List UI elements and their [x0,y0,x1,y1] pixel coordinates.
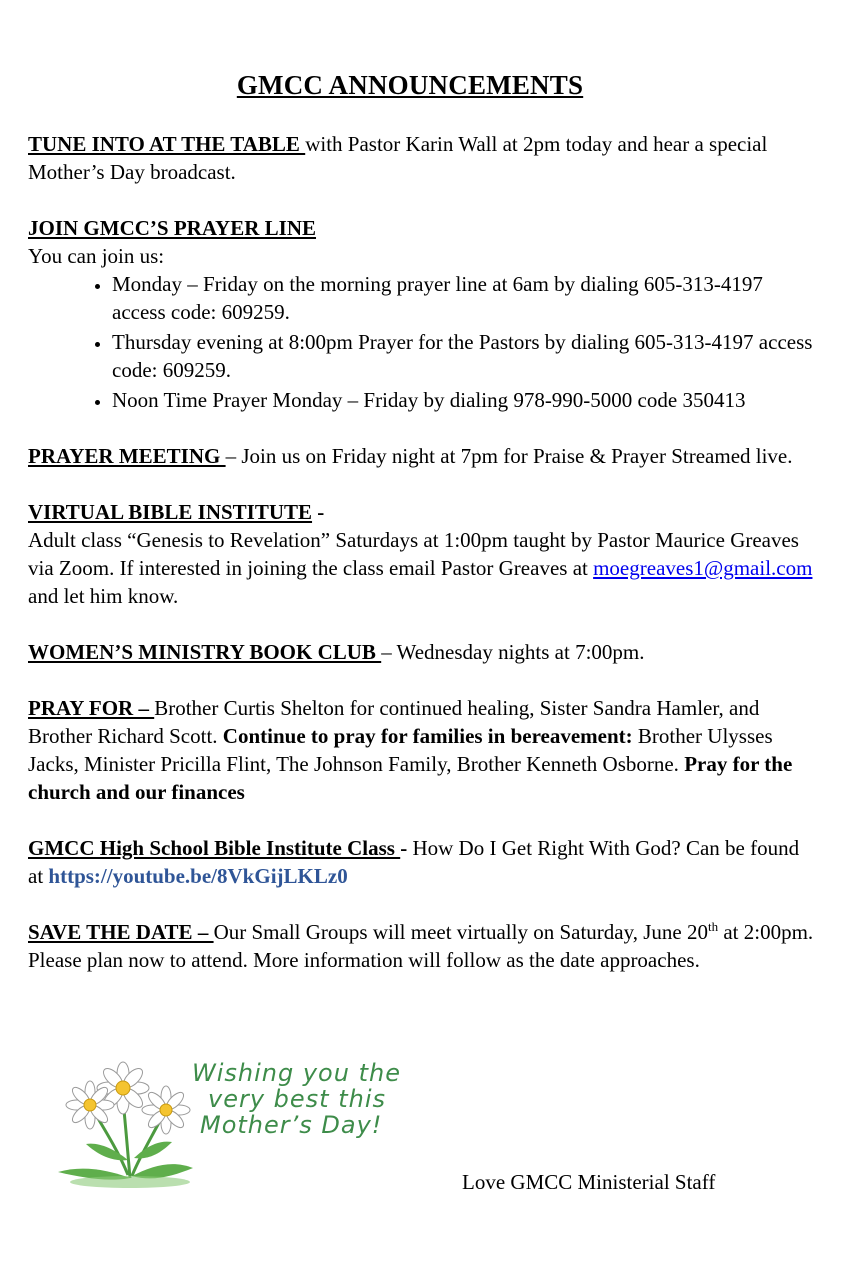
announcements-body [28,130,818,1002]
tune-in-text: with Pastor Karin Wall at 2pm today and hear a special Mother’s Day broadcast. [28,132,768,184]
bereavement-names: Brother Ulysses Jacks, Minister Pricilla Flint, The Johnson Family, Brother Kenneth Osborne. [28,724,773,776]
tune-in-heading: TUNE INTO AT THE TABLE [28,132,306,156]
greeting-line: Mother’s Day! [200,1111,383,1139]
daisy-leaves [58,1142,193,1188]
email-link[interactable]: moegreaves1@gmail.com [593,556,813,580]
tune-in-section [28,130,818,186]
list-item: • Monday – Friday on the morning prayer line at 6am by dialing 605-313-4197 access code: 609259. [112,270,818,326]
bible-institute-dash: - [312,500,325,524]
high-school-heading: GMCC High School Bible Institute Class [28,836,401,860]
date-suffix: th [707,919,719,934]
prayer-line-section [28,214,818,414]
youtube-link[interactable]: https://youtube.be/8VkGijLKLz0 [48,864,348,888]
pray-for-section [28,694,818,806]
book-club-heading: WOMEN’S MINISTRY BOOK CLUB [28,640,382,664]
prayer-line-list [28,270,818,414]
save-date-section [28,918,818,974]
list-item: • Noon Time Prayer Monday – Friday by dialing 978-990-5000 code 350413 [112,386,818,414]
church-finances-note: Pray for the church and our finances [28,752,793,804]
bible-institute-heading: VIRTUAL BIBLE INSTITUTE [28,500,313,524]
pray-for-heading: PRAY FOR – [28,696,155,720]
greeting-line: Wishing you the [192,1059,401,1087]
prayer-meeting-text: – Join us on Friday night at 7pm for Praise & Prayer Streamed live. [225,444,793,468]
bible-institute-section [28,498,818,610]
high-school-text: How Do I Get Right With God? Can be found at [28,836,800,888]
daisy-flower [142,1086,190,1134]
prayer-meeting-heading: PRAYER MEETING [28,444,226,468]
save-date-heading: SAVE THE DATE – [28,920,214,944]
page-title: GMCC ANNOUNCEMENTS [236,70,584,100]
list-item: • Thursday evening at 8:00pm Prayer for the Pastors by dialing 605-313-4197 access code: 609259. [112,328,818,384]
bereavement-label: Continue to pray for families in bereavement: [222,724,633,748]
prayer-line-heading: JOIN GMCC’S PRAYER LINE [28,216,317,240]
high-school-section [28,834,818,890]
save-date-text: Our Small Groups will meet virtually on Saturday, June 20 [213,920,708,944]
bible-institute-text-after: and let him know. [28,584,179,608]
pray-for-text: Brother Curtis Shelton for continued healing, Sister Sandra Hamler, and Brother Richard Scott. [28,696,760,748]
prayer-line-intro: You can join us: [28,244,165,268]
bible-institute-text: Adult class “Genesis to Revelation” Saturdays at 1:00pm taught by Pastor Maurice Greaves via Zoom. If interested in joining the class email Pastor Greaves at [28,528,799,580]
mothers-day-greeting [192,1060,401,1138]
greeting-line: very best this [208,1085,387,1113]
daisy-flower [66,1081,114,1129]
save-date-text-2: at 2:00pm. Please plan now to attend. More information will follow as the date approaches. [28,920,814,972]
book-club-text: – Wednesday nights at 7:00pm. [381,640,645,664]
signoff: Love GMCC Ministerial Staff [462,1170,716,1194]
prayer-meeting-section [28,442,818,470]
book-club-section [28,638,818,666]
high-school-dash: - [400,836,413,860]
